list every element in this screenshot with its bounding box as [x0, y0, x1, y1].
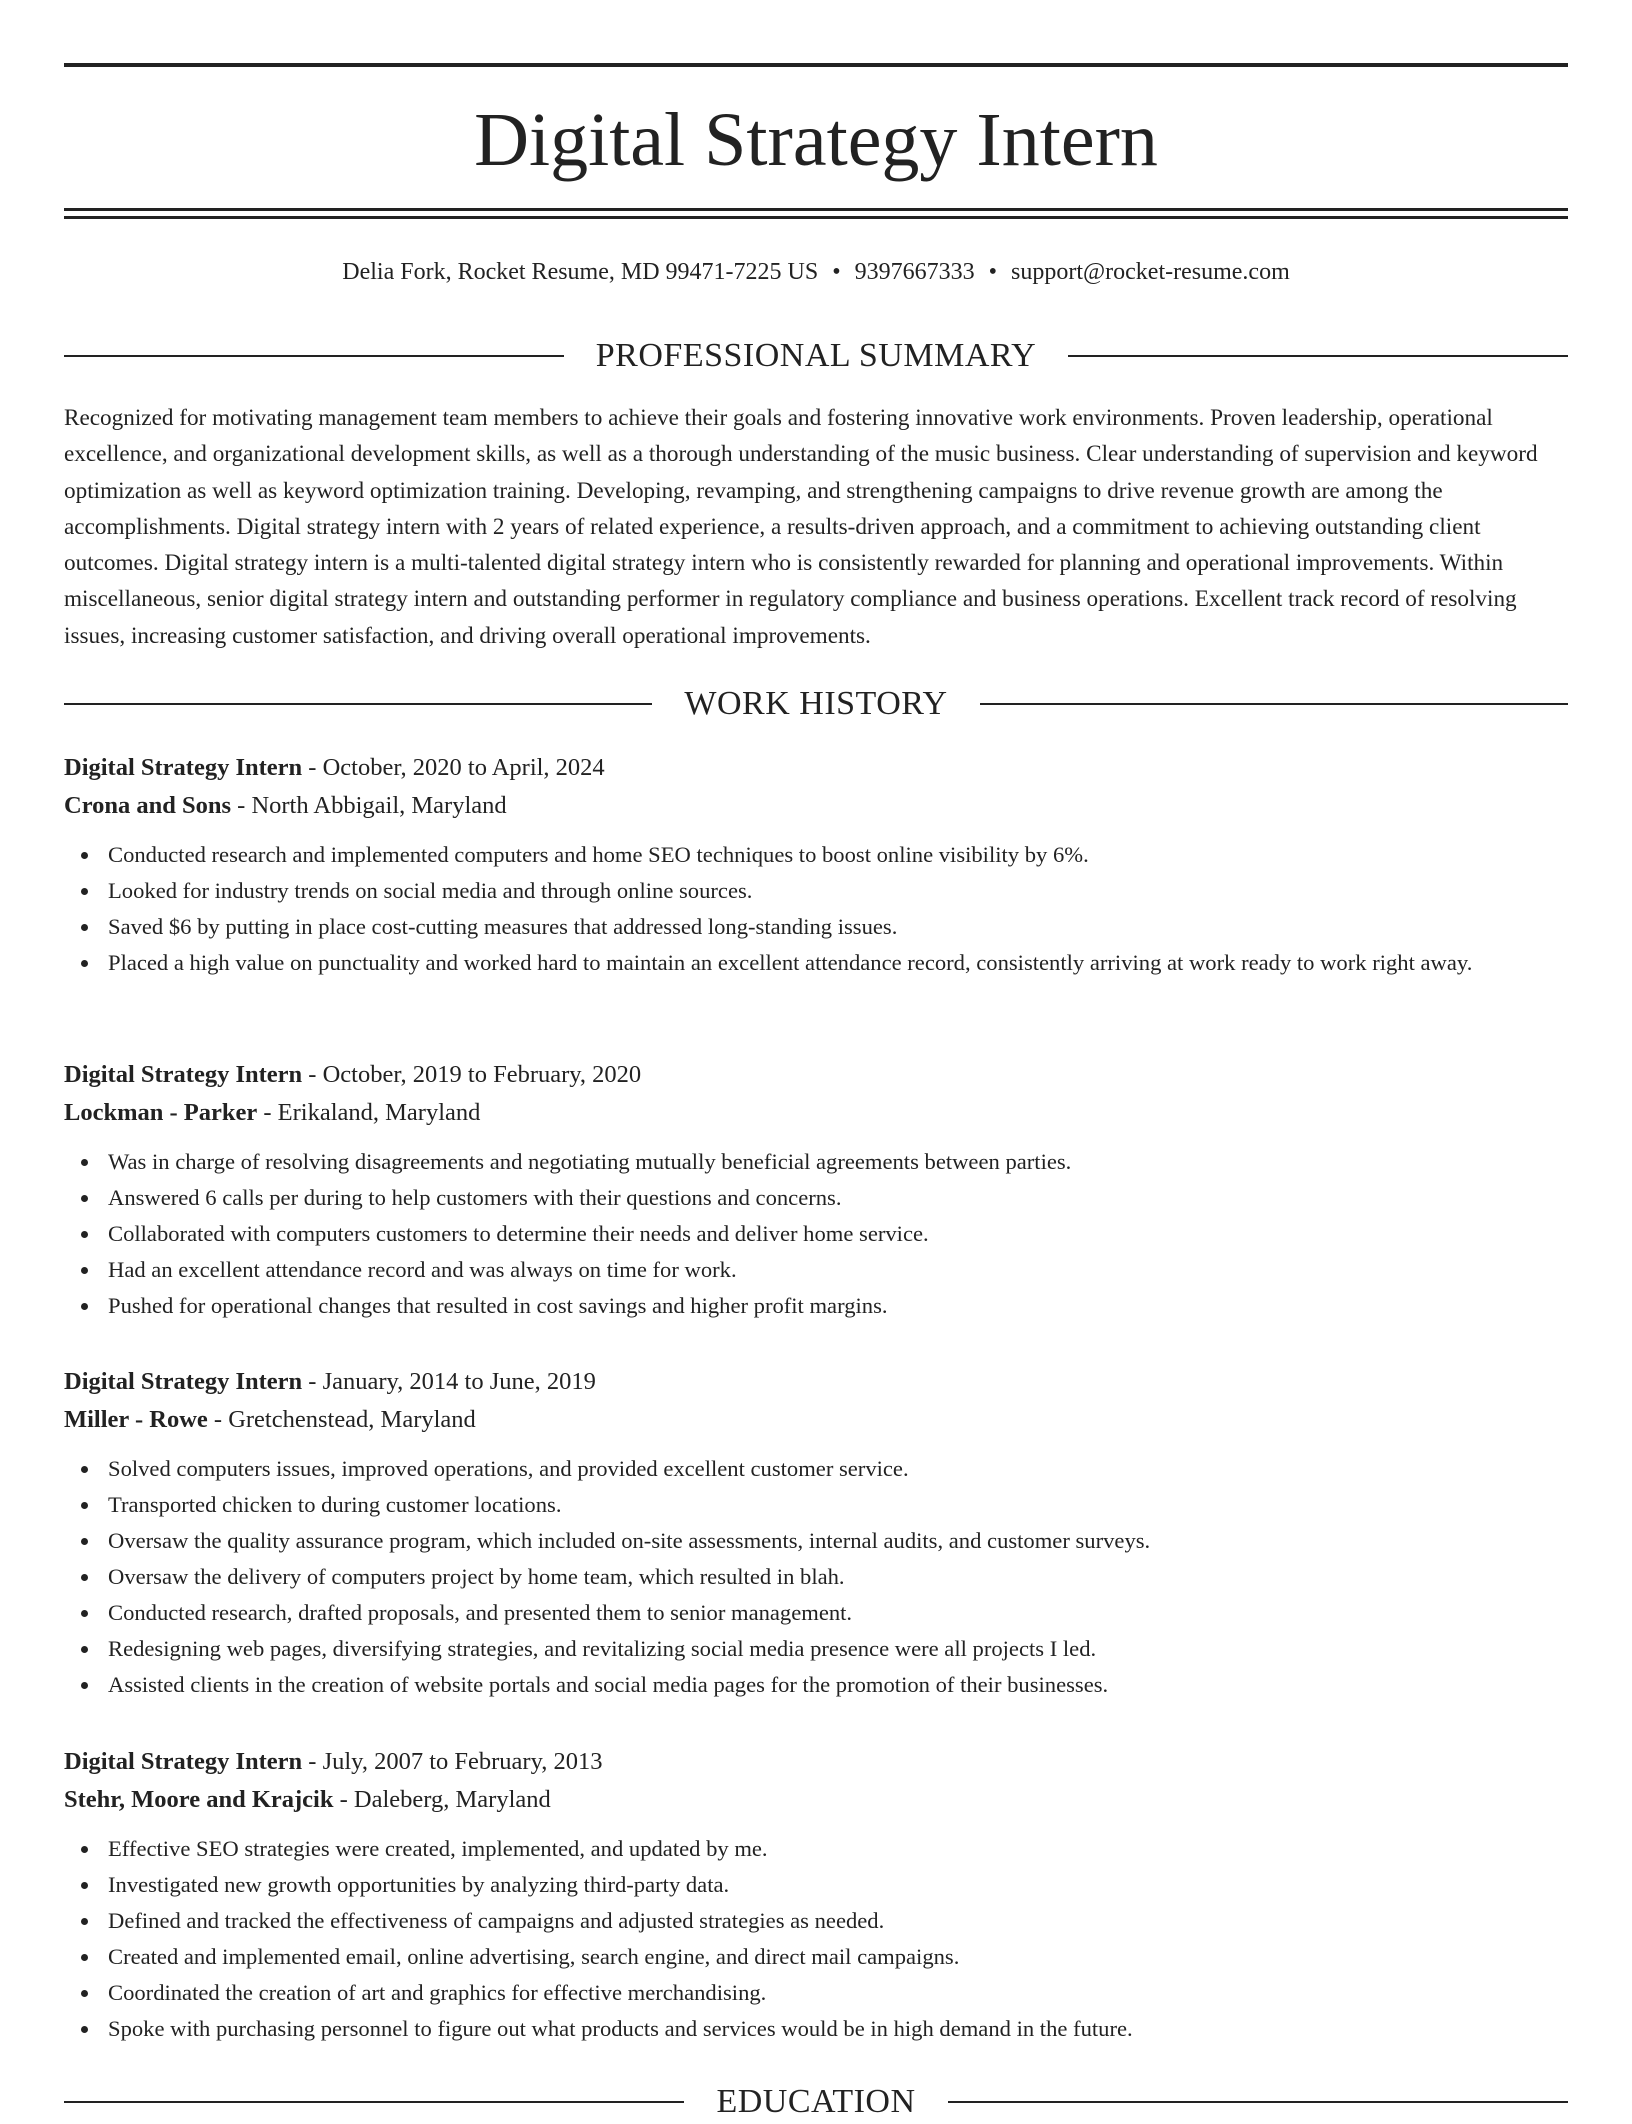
job-bullets — [64, 1451, 1568, 1703]
job-entry — [64, 1363, 1568, 1703]
job-bullet: Looked for industry trends on social media and through online sources. — [108, 873, 1568, 909]
job-company: Stehr, Moore and Krajcik — [64, 1786, 334, 1813]
job-company: Crona and Sons — [64, 792, 232, 819]
job-bullet: Answered 6 calls per during to help customers with their questions and concerns. — [108, 1180, 1568, 1216]
job-bullet: Coordinated the creation of art and graphics for effective merchandising. — [108, 1975, 1568, 2011]
job-bullets — [64, 1144, 1568, 1324]
contact-phone: 9397667333 — [854, 259, 975, 285]
job-title: Digital Strategy Intern — [64, 1368, 303, 1395]
job-bullet: Solved computers issues, improved operations, and provided excellent customer service. — [108, 1451, 1568, 1487]
section-rule — [64, 355, 564, 357]
section-header-summary — [64, 334, 1568, 378]
job-bullet: Oversaw the quality assurance program, which included on-site assessments, internal audits, and customer surveys. — [108, 1523, 1568, 1559]
section-rule — [980, 703, 1568, 705]
job-bullet: Oversaw the delivery of computers project by home team, which resulted in blah. — [108, 1559, 1568, 1595]
job-title: Digital Strategy Intern — [64, 1748, 303, 1775]
job-title: Digital Strategy Intern — [64, 1061, 303, 1088]
job-dates: - July, 2007 to February, 2013 — [302, 1748, 603, 1775]
job-entry — [64, 1056, 1568, 1324]
job-bullets — [64, 837, 1568, 981]
job-bullet: Created and implemented email, online advertising, search engine, and direct mail campaigns. — [108, 1939, 1568, 1975]
job-bullet: Pushed for operational changes that resulted in cost savings and higher profit margins. — [108, 1288, 1568, 1324]
job-company: Miller - Rowe — [64, 1406, 208, 1433]
contact-address: Delia Fork, Rocket Resume, MD 99471-7225 US — [342, 259, 819, 285]
job-dates: - January, 2014 to June, 2019 — [302, 1368, 596, 1395]
job-bullet: Saved $6 by putting in place cost-cutting measures that addressed long-standing issues. — [108, 909, 1568, 945]
job-bullet: Transported chicken to during customer locations. — [108, 1487, 1568, 1523]
professional-summary: Recognized for motivating management team members to achieve their goals and fostering innovative work environments. Proven leadership, operational excellence, and organizational development skills, as well as a thorough understanding of the music business. Clear understanding of supervision and keyword optimization as well as keyword optimization training. Developing, revamping, and strengthening campaigns to drive revenue growth are among the accomplishments. Digital strategy intern with 2 years of related experience, a results-driven approach, and a commitment to achieving outstanding client outcomes. Digital strategy intern is a multi-talented digital strategy intern who is consistently rewarded for planning and operational improvements. Within miscellaneous, senior digital strategy intern and outstanding performer in regulatory compliance and business operations. Excellent track record of resolving issues, increasing customer satisfaction, and driving overall operational improvements. — [64, 405, 1538, 649]
title-rule-lower — [64, 216, 1568, 219]
section-rule — [1068, 355, 1568, 357]
job-bullet: Spoke with purchasing personnel to figure out what products and services would be in high demand in the future. — [108, 2011, 1568, 2047]
job-bullet: Conducted research and implemented computers and home SEO techniques to boost online visibility by 6%. — [108, 837, 1568, 873]
section-title: EDUCATION — [716, 2083, 916, 2120]
job-bullets — [64, 1831, 1568, 2047]
section-rule — [948, 2101, 1568, 2103]
job-bullet: Conducted research, drafted proposals, and presented them to senior management. — [108, 1595, 1568, 1631]
job-dates: - October, 2020 to April, 2024 — [302, 754, 605, 781]
contact-separator: • — [832, 259, 841, 285]
job-bullet: Placed a high value on punctuality and worked hard to maintain an excellent attendance record, consistently arriving at work ready to work right away. — [108, 945, 1568, 981]
job-entry — [64, 749, 1568, 981]
section-rule — [64, 703, 652, 705]
job-location: - Erikaland, Maryland — [257, 1099, 481, 1126]
section-title: WORK HISTORY — [684, 685, 948, 722]
job-title: Digital Strategy Intern — [64, 754, 303, 781]
job-bullet: Assisted clients in the creation of website portals and social media pages for the promotion of their businesses. — [108, 1667, 1568, 1703]
job-bullet: Had an excellent attendance record and was always on time for work. — [108, 1252, 1568, 1288]
section-rule — [64, 2101, 684, 2103]
job-bullet: Investigated new growth opportunities by analyzing third-party data. — [108, 1867, 1568, 1903]
contact-separator: • — [988, 259, 998, 285]
top-rule — [64, 63, 1568, 67]
job-bullet: Defined and tracked the effectiveness of campaigns and adjusted strategies as needed. — [108, 1903, 1568, 1939]
contact-email: support@rocket-resume.com — [1011, 259, 1290, 285]
job-bullet: Collaborated with computers customers to determine their needs and deliver home service. — [108, 1216, 1568, 1252]
job-bullet: Effective SEO strategies were created, implemented, and updated by me. — [108, 1831, 1568, 1867]
job-entry — [64, 1743, 1568, 2047]
contact-line — [64, 254, 1568, 290]
section-header-education — [64, 2080, 1568, 2124]
job-company: Lockman - Parker — [64, 1099, 258, 1126]
job-bullet: Redesigning web pages, diversifying strategies, and revitalizing social media presence were all projects I led. — [108, 1631, 1568, 1667]
section-title: PROFESSIONAL SUMMARY — [595, 337, 1037, 374]
job-location: - North Abbigail, Maryland — [231, 792, 507, 819]
resume-title: Digital Strategy Intern — [474, 98, 1158, 182]
job-location: - Daleberg, Maryland — [333, 1786, 551, 1813]
section-header-work — [64, 682, 1568, 726]
job-bullet: Was in charge of resolving disagreements and negotiating mutually beneficial agreements between parties. — [108, 1144, 1568, 1180]
job-location: - Gretchenstead, Maryland — [207, 1406, 476, 1433]
job-dates: - October, 2019 to February, 2020 — [302, 1061, 642, 1088]
title-rule-upper — [64, 208, 1568, 211]
